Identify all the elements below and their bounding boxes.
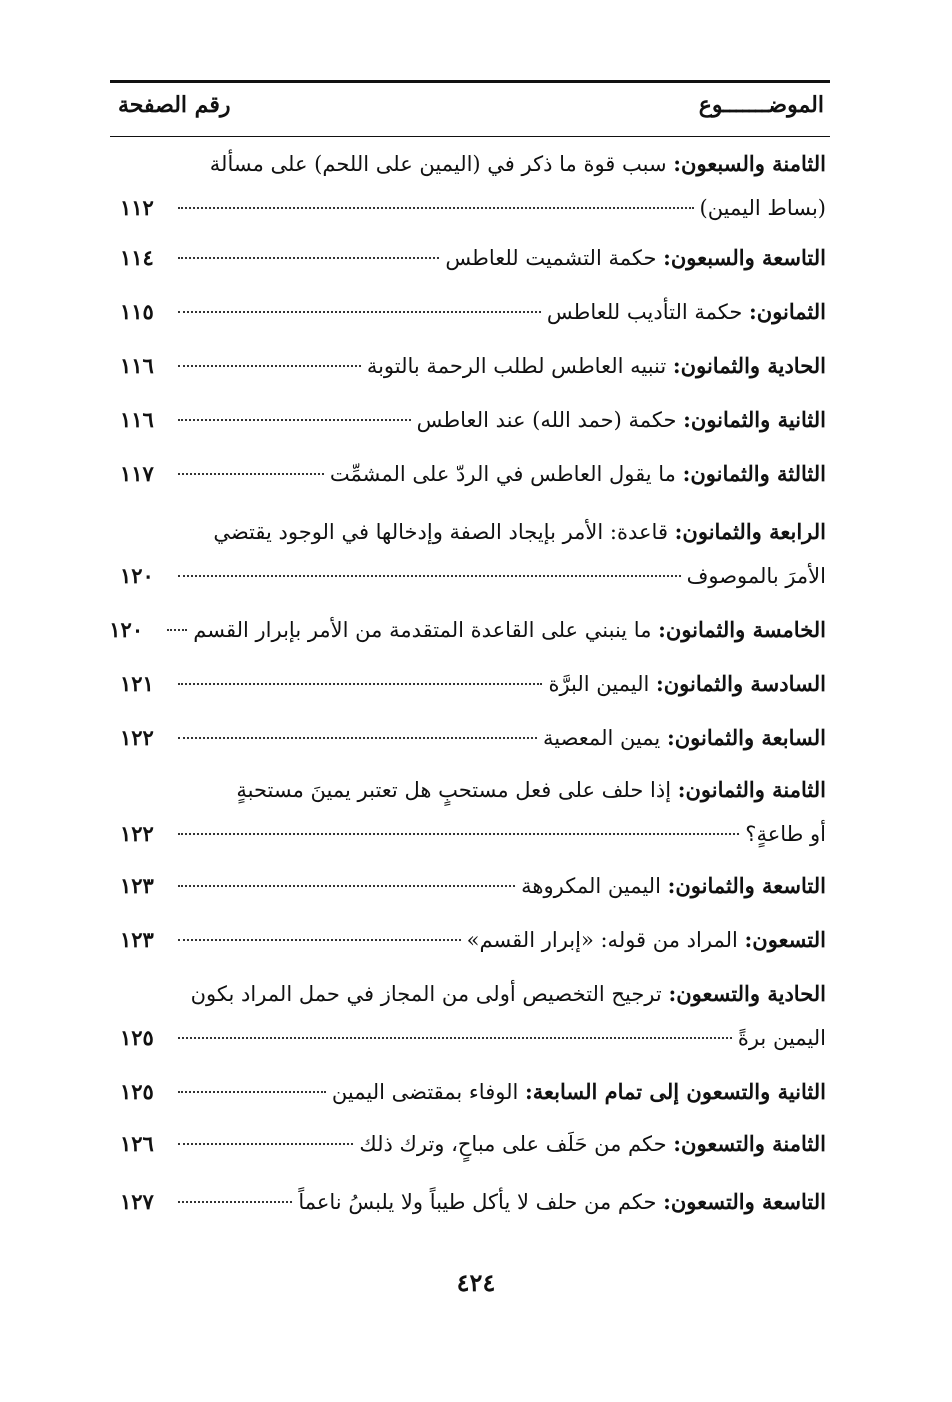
entry-title: حكمة (حمد الله) عند العاطس [416,408,677,432]
dot-leader [178,206,694,209]
topic-column-header: الموضـــــــوع [698,92,824,118]
toc-entry [120,1124,826,1164]
entry-title: سبب قوة ما ذكر في (اليمين على اللحم) على مسألة [209,152,667,176]
entry-label: الثانية والتسعون إلى تمام السابعة: [525,1079,826,1104]
entry-page-number: ١٢٣ [120,873,154,898]
entry-label: الرابعة والثمانون: [674,519,826,544]
dot-leader [178,1036,732,1039]
entry-label: الخامسة والثمانون: [658,617,826,642]
entry-page-number: ١٢٢ [120,821,154,846]
entry-title: ما يقول العاطس في الردّ على المشمِّت [329,462,676,486]
entry-title: اليمين البرَّة [548,672,650,696]
entry-title: حكمة التشميت للعاطس [445,246,657,270]
entry-title: ما ينبني على القاعدة المتقدمة من الأمر بإبرار القسم [193,618,652,642]
entry-label: الحادية والتسعون: [668,981,826,1006]
dot-leader [178,884,515,887]
dot-leader [178,1090,326,1093]
toc-entry [120,974,826,1058]
entry-page-number: ١٢١ [120,671,154,696]
dot-leader [178,736,537,739]
entry-title: قاعدة: الأمر بإيجاد الصفة وإدخالها في الوجود يقتضي [213,520,668,544]
toc-entry [120,144,826,228]
entry-title: ترجيح التخصيص أولى من المجاز في حمل المراد بكون [190,982,662,1006]
entry-label: السادسة والثمانون: [656,671,826,696]
toc-entry [120,400,826,440]
header-rule [110,136,830,137]
toc-entry [120,664,826,704]
entry-label: الثامنة والتسعون: [673,1131,826,1156]
page-number-column-header: رقم الصفحة [118,92,231,118]
entry-title: المراد من قوله: «إبرار القسم» [466,928,738,952]
toc-entry [120,1072,826,1112]
entry-label: التاسعة والثمانون: [667,873,826,898]
entry-page-number: ١٢٠ [109,617,144,642]
toc-entry [120,512,826,596]
entry-title: إذا حلف على فعل مستحبٍ هل تعتبر يمينَ مستحبةٍ [236,778,672,802]
toc-entry [109,610,826,650]
toc-entry [120,866,826,906]
entry-page-number: ١١٥ [120,299,154,324]
dot-leader [178,832,739,835]
entry-title: اليمين المكروهة [521,874,661,898]
entry-label: الحادية والثمانون: [672,353,826,378]
dot-leader [178,472,324,475]
toc-entry [120,1182,826,1222]
dot-leader [178,1142,353,1145]
toc-entry [120,920,826,960]
entry-page-number: ١٢٧ [120,1189,154,1214]
entry-page-number: ١٢٦ [120,1131,154,1156]
dot-leader [178,574,681,577]
entry-label: التاسعة والتسعون: [663,1189,826,1214]
entry-title: الوفاء بمقتضى اليمين [331,1080,519,1104]
entry-title-continued: اليمين برةً [737,1026,826,1050]
entry-label: السابعة والثمانون: [666,725,826,750]
toc-entry [120,238,826,278]
entry-title: يمين المعصية [542,726,661,750]
entry-label: الثامنة والسبعون: [673,151,826,176]
dot-leader [178,682,542,685]
dot-leader [178,418,411,421]
entry-page-number: ١١٦ [120,353,154,378]
entry-title: تنبيه العاطس لطلب الرحمة بالتوبة [366,354,667,378]
dot-leader [178,1200,292,1203]
entry-page-number: ١٢٥ [120,1079,154,1104]
top-rule [110,80,830,83]
entry-label: الثانية والثمانون: [683,407,826,432]
dot-leader [178,938,461,941]
entry-page-number: ١٢٥ [120,1025,154,1050]
toc-entry [120,454,826,494]
entry-label: الثمانون: [749,299,826,324]
toc-entry [120,292,826,332]
entry-title: حكمة التأديب للعاطس [546,300,743,324]
entry-page-number: ١٢٠ [120,563,154,588]
toc-entry [120,718,826,758]
entry-label: التسعون: [744,927,826,952]
toc-entry [120,770,826,854]
entry-title-continued: الأمرَ بالموصوف [686,564,826,588]
entry-page-number: ١٢٢ [120,725,154,750]
entry-title-continued: أو طاعةٍ؟ [745,822,826,846]
dot-leader [178,256,439,259]
entry-page-number: ١١٦ [120,407,154,432]
entry-title: حكم من حَلَف على مباحٍ، وترك ذلك [359,1132,667,1156]
entry-title: حكم من حلف لا يأكل طيباً ولا يلبسُ ناعماً [298,1190,657,1214]
entry-page-number: ١١٤ [120,245,154,270]
page-folio-number: ٤٢٤ [456,1268,496,1297]
dot-leader [178,364,361,367]
entry-page-number: ١١٢ [120,195,154,220]
dot-leader [178,310,541,313]
entry-label: الثالثة والثمانون: [682,461,826,486]
entry-page-number: ١١٧ [120,461,154,486]
entry-page-number: ١٢٣ [120,927,154,952]
entry-label: الثامنة والثمانون: [677,777,826,802]
entry-title-continued: (بساط اليمين) [699,196,826,220]
dot-leader [167,628,187,631]
toc-entry [120,346,826,386]
entry-label: التاسعة والسبعون: [663,245,826,270]
